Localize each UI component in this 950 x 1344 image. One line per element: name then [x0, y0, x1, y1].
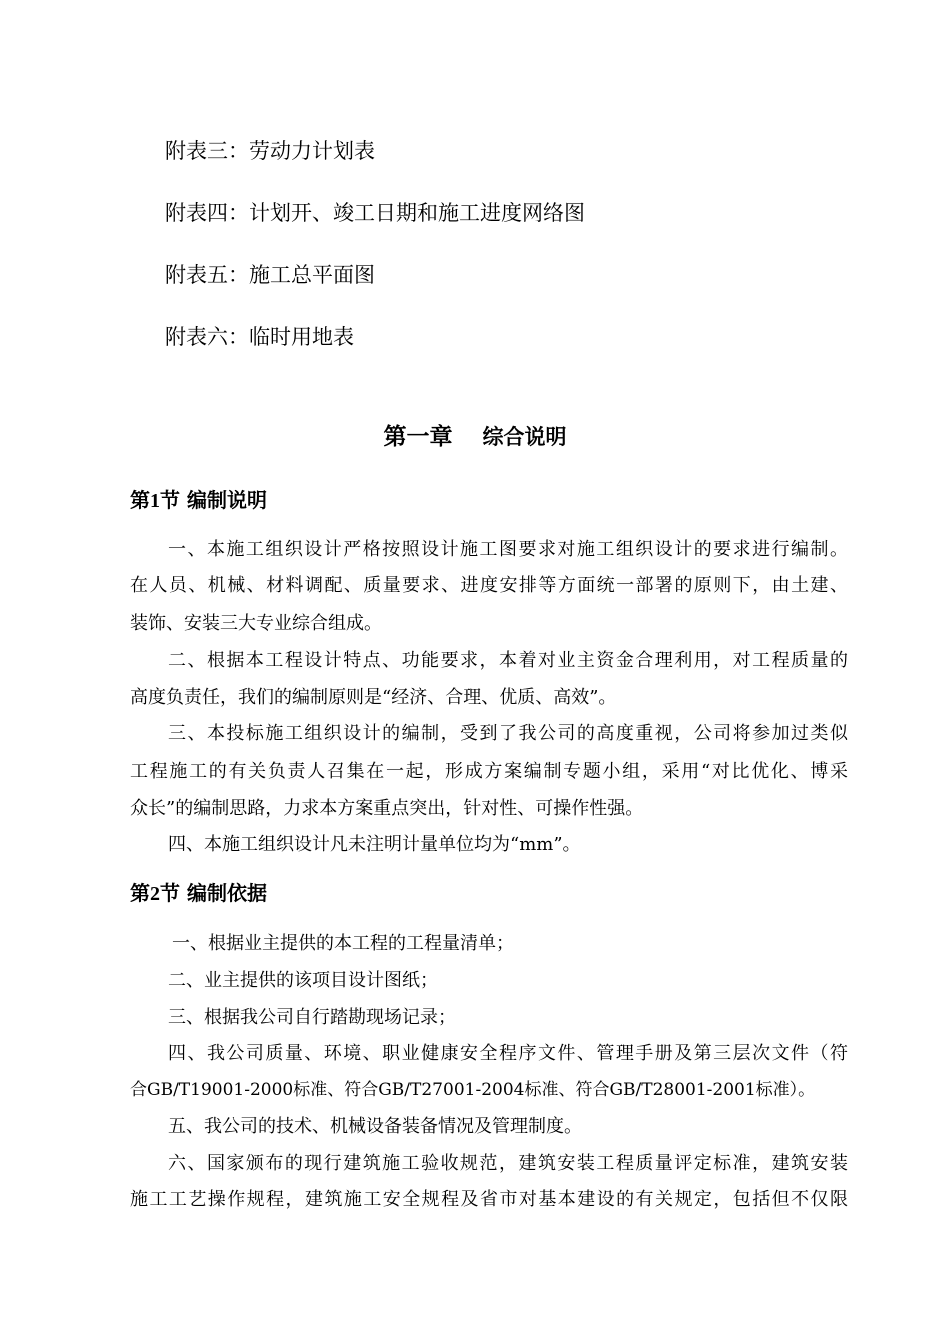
paragraph-line: 二、业主提供的该项目设计图纸； [168, 970, 438, 991]
paragraph-line: 装饰、安装三大专业综合组成。 [130, 613, 382, 634]
paragraph-line: 五、我公司的技术、机械设备装备情况及管理制度。 [168, 1116, 582, 1137]
section-1-number: 第1节 [130, 490, 180, 512]
section-1-title: 编制说明 [186, 488, 267, 512]
paragraph-line: 高度负责任，我们的编制原则是“经济、合理、优质、高效”。 [130, 687, 617, 708]
paragraph-line: 工程施工的有关负责人召集在一起，形成方案编制专题小组，采用“对比优化、博采 [130, 761, 848, 782]
chapter-title: 综合说明 [482, 425, 567, 449]
paragraph-line: 一、本施工组织设计严格按照设计施工图要求对施工组织设计的要求进行编制。 [168, 539, 848, 560]
paragraph-line: 在人员、机械、材料调配、质量要求、进度安排等方面统一部署的原则下，由土建、 [130, 575, 848, 596]
chapter-label: 第一章 [383, 424, 453, 450]
section-2-title: 编制依据 [186, 881, 267, 905]
chapter-heading [0, 421, 950, 453]
toc-item-appendix-6: 附表六：临时用地表 [165, 325, 354, 349]
toc-item-appendix-3: 附表三：劳动力计划表 [165, 139, 375, 163]
section-1-heading [130, 486, 267, 515]
paragraph-line: 三、本投标施工组织设计的编制，受到了我公司的高度重视，公司将参加过类似 [168, 723, 848, 744]
paragraph-line: 二、根据本工程设计特点、功能要求，本着对业主资金合理利用，对工程质量的 [168, 650, 848, 671]
paragraph-line: 六、国家颁布的现行建筑施工验收规范，建筑安装工程质量评定标准，建筑安装 [168, 1153, 848, 1174]
paragraph-line: 四、我公司质量、环境、职业健康安全程序文件、管理手册及第三层次文件（符 [168, 1043, 848, 1064]
paragraph-line: 四、本施工组织设计凡未注明计量单位均为“mm”。 [168, 834, 581, 855]
toc-item-appendix-5: 附表五：施工总平面图 [165, 263, 375, 287]
toc-item-appendix-4: 附表四：计划开、竣工日期和施工进度网络图 [165, 201, 585, 225]
paragraph-line: 合GB/T19001-2000标准、符合GB/T27001-2004标准、符合GB/T28001-2001标准）。 [130, 1080, 816, 1100]
paragraph-line: 施工工艺操作规程，建筑施工安全规程及省市对基本建设的有关规定，包括但不仅限 [130, 1189, 848, 1210]
section-2-heading [130, 879, 267, 908]
section-2-number: 第2节 [130, 883, 180, 905]
paragraph-line: 一、根据业主提供的本工程的工程量清单； [172, 933, 514, 954]
paragraph-line: 三、根据我公司自行踏勘现场记录； [168, 1007, 456, 1028]
paragraph-line: 众长”的编制思路，力求本方案重点突出，针对性、可操作性强。 [130, 798, 644, 819]
